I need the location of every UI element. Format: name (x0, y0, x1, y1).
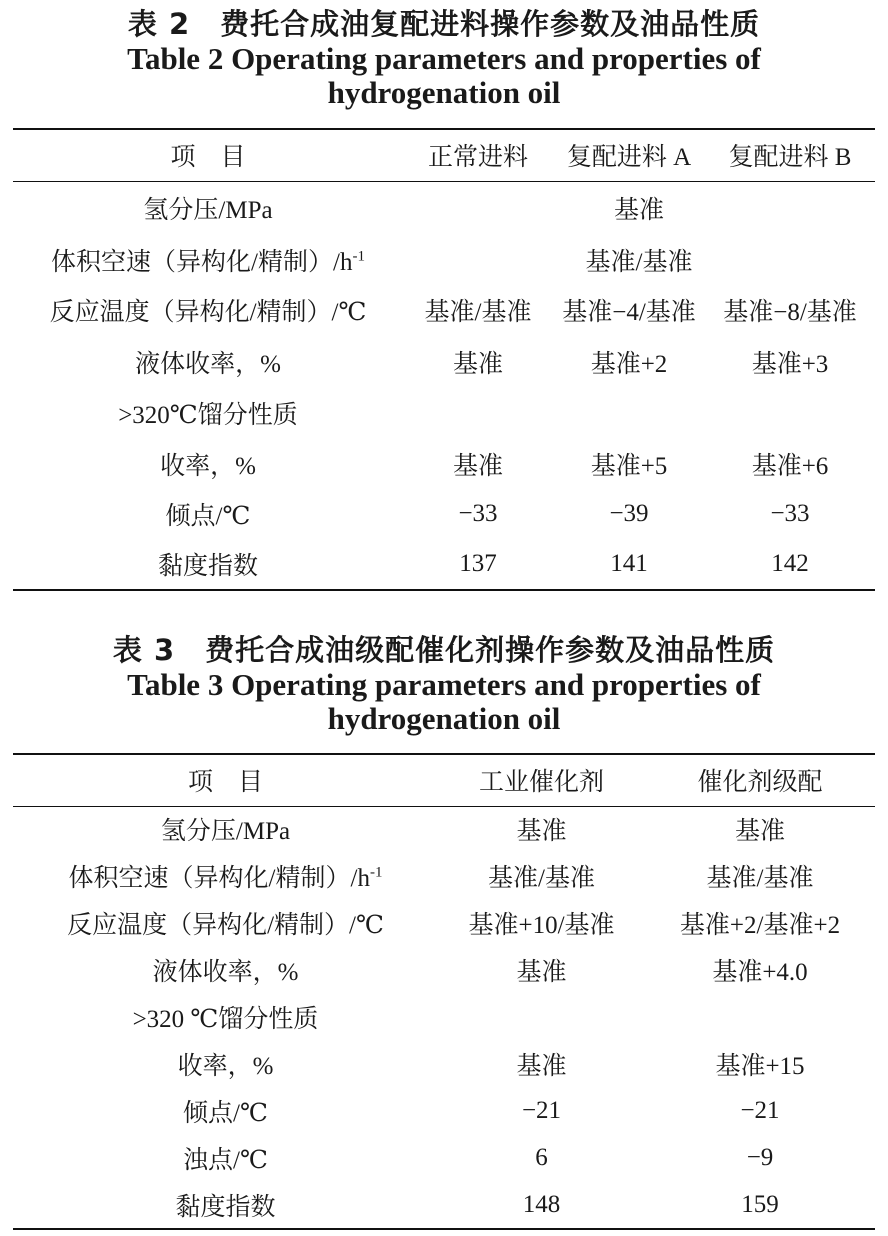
cell: 基准+5 (590, 452, 668, 480)
cell (705, 387, 875, 438)
cell: 基准+4.0 (712, 958, 808, 986)
table-row (13, 1134, 875, 1181)
cell (438, 993, 645, 1040)
cell: 基准+2 (590, 350, 668, 378)
cell: 基准+2/基准+2 (679, 911, 841, 939)
table2-header-blend-a: 复配进料 A (566, 144, 692, 172)
table2-header-row (13, 129, 875, 181)
cell: 基准−4/基准 (562, 299, 696, 326)
cell: 137 (459, 550, 497, 577)
cell: −33 (770, 500, 810, 527)
cell: 基准+15 (715, 1052, 805, 1080)
row-label: 反应温度（异构化/精制）/℃ (49, 299, 367, 326)
table-row (13, 852, 875, 899)
cell: 基准 (516, 958, 567, 986)
cell: 基准 (452, 452, 503, 480)
table3-caption-en-line2: hydrogenation oil (327, 701, 561, 736)
cell: 基准+3 (751, 350, 829, 378)
table2-caption (0, 6, 888, 110)
table-row (13, 387, 875, 438)
merged-cell: 基准/基准 (585, 248, 693, 276)
row-label: 反应温度（异构化/精制）/℃ (67, 911, 384, 939)
cell: 6 (535, 1143, 548, 1171)
cell: 基准/基准 (488, 864, 595, 892)
row-label: 氢分压/MPa (160, 818, 291, 846)
cell: 基准−8/基准 (723, 299, 857, 326)
cell: 基准 (734, 818, 785, 846)
table3-header-industrial: 工业催化剂 (478, 769, 604, 797)
cell: −21 (521, 1096, 562, 1124)
cell: 148 (522, 1190, 561, 1218)
table-row (13, 336, 875, 387)
cell: −21 (740, 1096, 780, 1124)
cell: 基准/基准 (706, 864, 814, 892)
cell: 142 (771, 550, 809, 577)
table-row (13, 806, 875, 852)
cell: 基准+6 (751, 452, 829, 480)
table-row (13, 489, 875, 539)
row-label: 收率，% (160, 452, 256, 480)
table2-caption-en-line1: Table 2 Operating parameters and properties of (127, 41, 761, 76)
row-label: 黏度指数 (175, 1193, 276, 1221)
cell (403, 387, 553, 438)
cell (553, 387, 705, 438)
row-label: 体积空速（异构化/精制）$/h^{-1}$ (68, 864, 383, 892)
table-row (13, 235, 875, 284)
table-row (13, 899, 875, 946)
row-label: 收率，% (177, 1052, 274, 1080)
table2-header-normal: 正常进料 (427, 144, 528, 172)
table-row (13, 1087, 875, 1134)
table2-header-item: 项 目 (170, 144, 246, 172)
cell: −33 (458, 500, 498, 527)
table-row (13, 181, 875, 235)
table2-caption-zh: 表 2 费托合成油复配进料操作参数及油品性质 (127, 7, 761, 41)
cell: 基准 (452, 350, 503, 378)
table-row (13, 1181, 875, 1229)
table-row (13, 1040, 875, 1087)
table-row (13, 993, 875, 1040)
table3-caption-en-line1: Table 3 Operating parameters and properties of (127, 667, 761, 702)
row-label: 倾点/℃ (183, 1099, 268, 1127)
cell: −39 (609, 500, 649, 527)
row-label: 氢分压/MPa (143, 197, 273, 225)
table-row (13, 539, 875, 590)
table2-header-blend-b: 复配进料 B (728, 144, 852, 172)
row-label: 体积空速（异构化/精制）$/h^{-1}$ (51, 248, 365, 276)
table3-header-graded: 催化剂级配 (697, 769, 823, 797)
table2-caption-en-line2: hydrogenation oil (327, 75, 561, 110)
cell: 基准+10/基准 (468, 911, 615, 939)
cell: 基准/基准 (424, 299, 532, 326)
table3-caption (0, 632, 888, 736)
row-label: 浊点/℃ (183, 1146, 268, 1174)
row-label: 液体收率，% (152, 958, 299, 986)
cell: 141 (610, 550, 648, 577)
cell: 基准 (516, 818, 567, 846)
table3-header-row (13, 754, 875, 806)
merged-cell: 基准 (613, 197, 664, 225)
row-label: >320℃馏分性质 (118, 401, 298, 429)
cell (645, 993, 875, 1040)
table3 (13, 753, 875, 1230)
row-label: 黏度指数 (157, 553, 258, 580)
cell: 基准 (516, 1052, 567, 1080)
table2 (13, 128, 875, 591)
table-row (13, 438, 875, 489)
table-row (13, 946, 875, 993)
cell: −9 (746, 1143, 774, 1171)
row-label: 液体收率，% (135, 350, 281, 378)
table-row (13, 284, 875, 336)
row-label: >320 ℃馏分性质 (132, 1005, 319, 1033)
cell: 159 (741, 1190, 779, 1218)
row-label: 倾点/℃ (165, 503, 251, 530)
table3-caption-zh: 表 3 费托合成油级配催化剂操作参数及油品性质 (112, 633, 776, 667)
table3-header-item: 项 目 (187, 769, 263, 797)
